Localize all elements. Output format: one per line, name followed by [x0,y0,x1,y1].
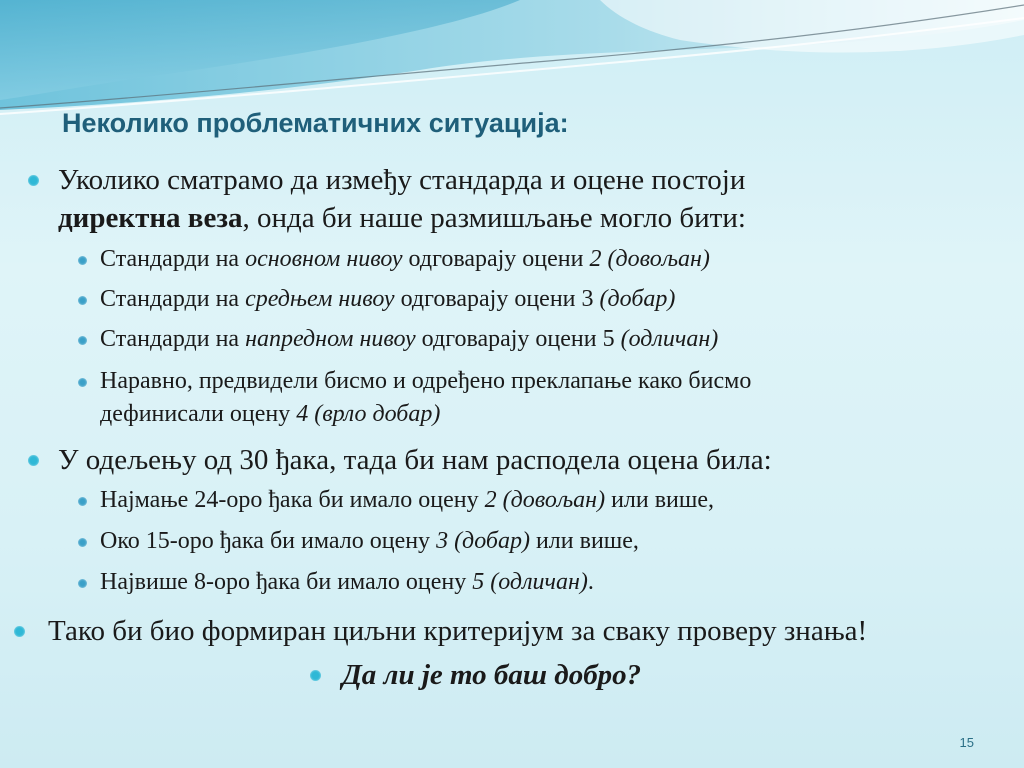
italic-text: средњем нивоу [245,286,395,312]
sub-bullet-text [100,566,594,598]
italic-text: 2 (довољан) [484,487,606,513]
bullet-icon [78,579,87,588]
bullet-text [58,441,772,479]
slide-title: Неколико проблематичних ситуација: [62,108,569,138]
text: Уколико сматрамо да између стандарда и оцене постоји [58,164,746,196]
bullet-icon [78,538,87,547]
bullet-text [58,161,745,199]
bullet-text-continued [58,199,746,237]
sub-bullet-text-continued [100,398,440,430]
bold-italic-text: Да ли је то баш добро? [342,659,642,691]
text: Стандарди на [100,286,246,312]
text: Тако би био формиран циљни критеријум за сваку проверу знања! [48,615,868,647]
text: Око 15-оро ђака би имало оцену [100,528,437,554]
italic-text: 2 (довољан) [589,246,710,272]
bullet-icon [28,175,39,186]
text: Стандарди на [100,326,246,352]
text: Најмање 24-оро ђака би имало оцену [100,487,485,513]
bold-text: директна веза [58,202,243,234]
text: Наравно, предвидели бисмо и одређено преклапање како бисмо [100,368,752,394]
italic-text: 5 (одличан) [472,569,588,595]
text: Стандарди на [100,246,246,272]
bullet-icon [78,296,87,305]
text: одговарају оцени 3 [394,286,600,312]
page-number: 15 [959,735,974,750]
bullet-icon [78,336,87,345]
sub-bullet-text [100,365,751,397]
bullet-text [342,656,641,694]
bullet-icon [14,626,25,637]
sub-bullet-text [100,243,710,275]
bullet-icon [28,455,39,466]
italic-text: напредном нивоу [245,326,416,352]
text: дефинисали оцену [100,401,297,427]
sub-bullet-text [100,525,639,557]
sub-bullet-text [100,283,675,315]
italic-text: (добар) [599,286,676,312]
bullet-text [48,612,867,650]
text: . [587,569,594,595]
bullet-icon [78,256,87,265]
sub-bullet-text [100,323,718,355]
bullet-icon [78,497,87,506]
text: или више, [529,528,639,554]
text: одговарају оцени [402,246,590,272]
text: , онда би наше размишљање могло бити: [242,202,746,234]
sub-bullet-text [100,484,714,516]
italic-text: (одличан) [620,326,719,352]
italic-text: 3 (добар) [436,528,530,554]
text: одговарају оцени 5 [415,326,621,352]
text: или више, [605,487,715,513]
italic-text: основном нивоу [245,246,403,272]
text: У одељењу од 30 ђака, тада би нам расподела оцена била: [58,444,772,476]
bullet-icon [78,378,87,387]
text: Највише 8-оро ђака би имало оцену [100,569,473,595]
bullet-icon [310,670,321,681]
italic-text: 4 (врло добар) [296,401,441,427]
